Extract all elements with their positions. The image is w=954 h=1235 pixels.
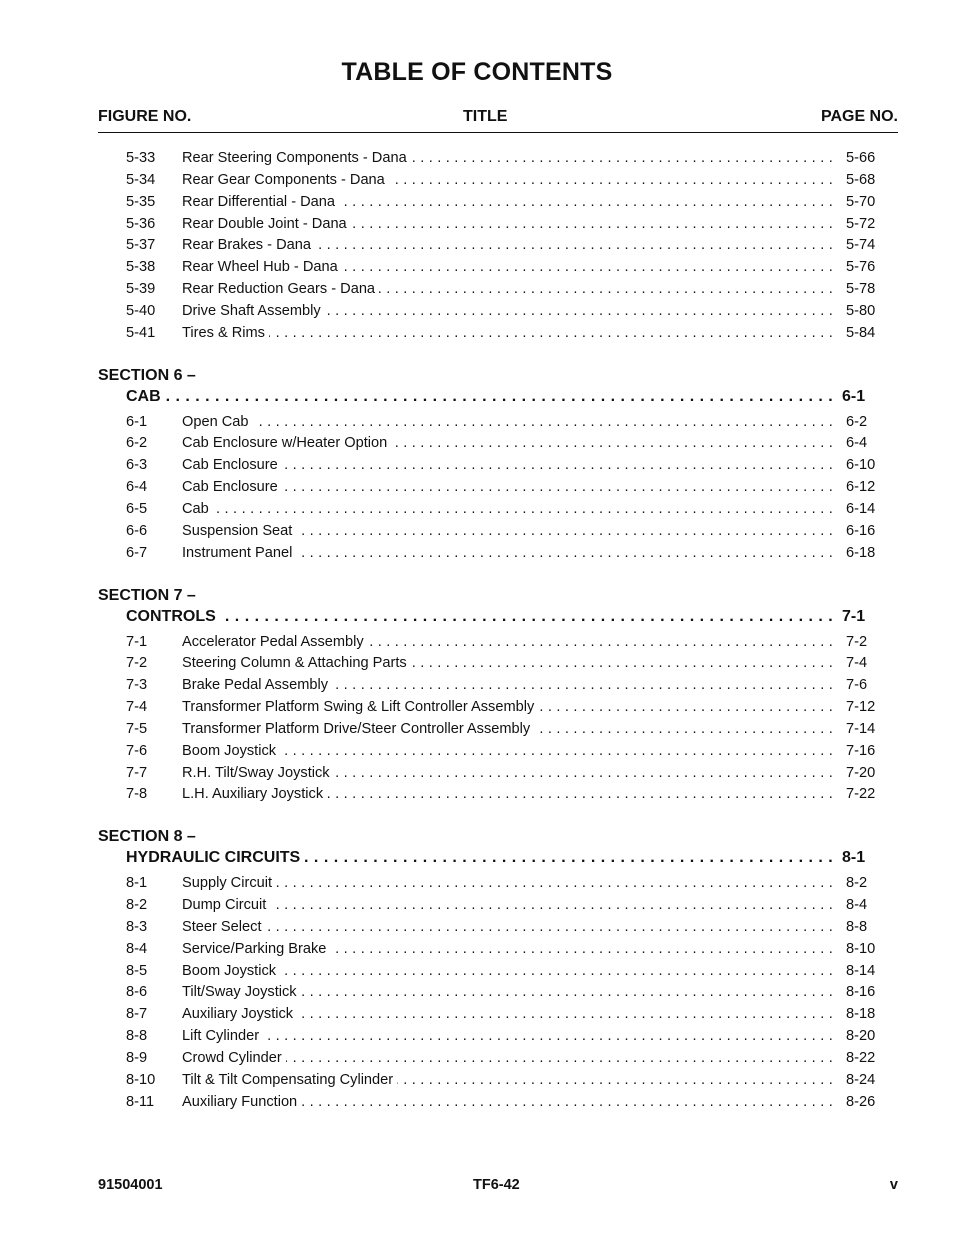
toc-entry[interactable] <box>0 1004 954 1026</box>
section-title-row[interactable] <box>0 386 954 408</box>
entry-title: Steer Select <box>182 919 266 935</box>
entry-title: Open Cab <box>182 414 253 430</box>
toc-entry[interactable] <box>0 1092 954 1114</box>
toc-entry[interactable] <box>0 895 954 917</box>
entry-title-leader <box>182 455 836 477</box>
entry-title-leader <box>182 1026 836 1048</box>
entry-title-leader <box>182 1048 836 1070</box>
figure-number: 5-36 <box>126 215 156 232</box>
figure-number: 5-34 <box>126 171 156 188</box>
entry-title-leader <box>182 1070 836 1092</box>
figure-number: 7-6 <box>126 742 148 759</box>
toc-list <box>0 148 954 1135</box>
entry-title-leader <box>182 895 836 917</box>
toc-entry[interactable] <box>0 543 954 565</box>
toc-entry[interactable] <box>0 763 954 785</box>
figure-number: 5-35 <box>126 193 156 210</box>
entry-title-leader <box>182 697 836 719</box>
page-number: 7-16 <box>846 742 876 759</box>
section-heading <box>0 586 954 606</box>
page-number: 8-8 <box>846 918 868 935</box>
entry-title-leader <box>182 543 836 565</box>
figure-number: 6-2 <box>126 435 148 452</box>
entry-title: Transformer Platform Swing & Lift Controller Assembly <box>182 699 538 715</box>
entry-title-leader <box>182 982 836 1004</box>
toc-entry[interactable] <box>0 784 954 806</box>
toc-entry[interactable] <box>0 521 954 543</box>
toc-entry[interactable] <box>0 939 954 961</box>
section-label: SECTION 8 – <box>98 828 196 846</box>
section-heading <box>0 366 954 386</box>
entry-title-leader <box>182 301 836 323</box>
entry-title: Lift Cylinder <box>182 1028 263 1044</box>
title-header: TITLE <box>463 108 508 125</box>
toc-entry[interactable] <box>0 1048 954 1070</box>
toc-entry[interactable] <box>0 235 954 257</box>
section-title-leader <box>126 386 836 408</box>
toc-entry[interactable] <box>0 477 954 499</box>
page-number: 5-80 <box>846 302 876 319</box>
page-number: 6-16 <box>846 522 876 539</box>
toc-group <box>0 366 954 565</box>
entry-title-leader <box>182 412 836 434</box>
figure-number: 7-7 <box>126 764 148 781</box>
toc-entry[interactable] <box>0 719 954 741</box>
entry-title: Rear Steering Components - Dana <box>182 150 411 166</box>
toc-entry[interactable] <box>0 1026 954 1048</box>
entry-title: Tilt & Tilt Compensating Cylinder <box>182 1072 397 1088</box>
entry-title-leader <box>182 499 836 521</box>
toc-group <box>0 586 954 807</box>
page-number: 7-6 <box>846 677 868 694</box>
entry-title: R.H. Tilt/Sway Joystick <box>182 765 334 781</box>
section-label: SECTION 6 – <box>98 366 196 384</box>
entry-title-leader <box>182 279 836 301</box>
page-number: 6-12 <box>846 479 876 496</box>
entry-title: Steering Column & Attaching Parts <box>182 655 411 671</box>
toc-entry[interactable] <box>0 1070 954 1092</box>
figure-number: 7-1 <box>126 633 148 650</box>
section-title-leader <box>126 606 836 628</box>
footer-page-number: v <box>889 1177 898 1193</box>
section-label: SECTION 7 – <box>98 586 196 604</box>
entry-title: Rear Brakes - Dana <box>182 237 315 253</box>
entry-title-leader <box>182 873 836 895</box>
page-number: 5-72 <box>846 215 876 232</box>
figure-number: 7-3 <box>126 677 148 694</box>
toc-entry[interactable] <box>0 632 954 654</box>
entry-title-leader <box>182 521 836 543</box>
toc-entry[interactable] <box>0 873 954 895</box>
entry-title: L.H. Auxiliary Joystick <box>182 786 327 802</box>
entry-title-leader <box>182 917 836 939</box>
page-footer <box>98 1177 898 1195</box>
entry-title: Rear Reduction Gears - Dana <box>182 281 379 297</box>
page-number: 5-76 <box>846 259 876 276</box>
toc-entry[interactable] <box>0 499 954 521</box>
toc-entry[interactable] <box>0 301 954 323</box>
toc-entry[interactable] <box>0 653 954 675</box>
entry-title-leader <box>182 653 836 675</box>
entry-title: Transformer Platform Drive/Steer Controller Assembly <box>182 721 534 737</box>
figure-number: 6-5 <box>126 500 148 517</box>
entry-title: Tires & Rims <box>182 325 269 341</box>
entry-title-leader <box>182 632 836 654</box>
section-page: 7-1 <box>842 607 866 625</box>
page-number: 8-18 <box>846 1006 876 1023</box>
toc-entry[interactable] <box>0 697 954 719</box>
page-number: 7-2 <box>846 633 868 650</box>
toc-entry[interactable] <box>0 433 954 455</box>
entry-title: Rear Wheel Hub - Dana <box>182 259 342 275</box>
page-number: 6-10 <box>846 457 876 474</box>
section-page: 6-1 <box>842 387 866 405</box>
entry-title-leader <box>182 1092 836 1114</box>
page-number: 7-14 <box>846 720 876 737</box>
entry-title-leader <box>182 719 836 741</box>
figure-number: 5-37 <box>126 237 156 254</box>
section-heading <box>0 827 954 847</box>
entry-title: Crowd Cylinder <box>182 1050 286 1066</box>
page-number: 7-20 <box>846 764 876 781</box>
page-number: 8-4 <box>846 897 868 914</box>
figure-number: 8-1 <box>126 875 148 892</box>
figure-number: 6-1 <box>126 413 148 430</box>
toc-entry[interactable] <box>0 675 954 697</box>
entry-title: Auxiliary Function <box>182 1094 301 1110</box>
page-number: 6-18 <box>846 544 876 561</box>
page-number: 6-4 <box>846 435 868 452</box>
entry-title: Instrument Panel <box>182 545 296 561</box>
page-number: 5-84 <box>846 324 876 341</box>
entry-title-leader <box>182 192 836 214</box>
entry-title: Cab Enclosure w/Heater Option <box>182 435 391 451</box>
figure-number: 8-11 <box>126 1093 155 1110</box>
figure-number: 8-2 <box>126 897 148 914</box>
toc-entry[interactable] <box>0 323 954 345</box>
toc-entry[interactable] <box>0 917 954 939</box>
section-title-row[interactable] <box>0 847 954 869</box>
footer-model: TF6-42 <box>473 1177 520 1193</box>
toc-entry[interactable] <box>0 982 954 1004</box>
figure-number: 6-4 <box>126 479 148 496</box>
page-number: 7-22 <box>846 786 876 803</box>
page-number: 8-16 <box>846 984 876 1001</box>
toc-entry[interactable] <box>0 741 954 763</box>
toc-entry[interactable] <box>0 961 954 983</box>
figure-number: 8-8 <box>126 1028 148 1045</box>
figure-number: 7-5 <box>126 720 148 737</box>
page-number: 5-74 <box>846 237 876 254</box>
figure-number: 5-40 <box>126 302 156 319</box>
toc-entry[interactable] <box>0 170 954 192</box>
figure-number: 6-6 <box>126 522 148 539</box>
entry-title-leader <box>182 939 836 961</box>
entry-title: Accelerator Pedal Assembly <box>182 634 368 650</box>
page-number: 8-2 <box>846 875 868 892</box>
page-number: 8-22 <box>846 1050 876 1066</box>
page-number: 8-24 <box>846 1071 876 1088</box>
page-number: 8-10 <box>846 940 876 957</box>
entry-title-leader <box>182 214 836 236</box>
figure-no-header: FIGURE NO. <box>98 108 192 125</box>
page-number: 8-20 <box>846 1028 876 1045</box>
page-number: 6-2 <box>846 413 868 430</box>
entry-title: Drive Shaft Assembly <box>182 303 325 319</box>
figure-number: 8-5 <box>126 962 148 979</box>
entry-title: Rear Double Joint - Dana <box>182 216 351 232</box>
entry-title-leader <box>182 784 836 806</box>
entry-title: Boom Joystick <box>182 963 280 979</box>
entry-title: Cab Enclosure <box>182 457 282 473</box>
toc-group <box>0 827 954 1113</box>
footer-doc-number: 91504001 <box>98 1177 163 1193</box>
figure-number: 8-6 <box>126 984 148 1001</box>
page-number: 7-4 <box>846 655 868 672</box>
column-header-row <box>98 108 898 128</box>
entry-title-leader <box>182 477 836 499</box>
figure-number: 5-38 <box>126 259 156 276</box>
figure-number: 7-2 <box>126 655 148 672</box>
entry-title: Boom Joystick <box>182 743 280 759</box>
toc-entry[interactable] <box>0 257 954 279</box>
figure-number: 5-39 <box>126 281 156 298</box>
section-title-row[interactable] <box>0 606 954 628</box>
page-number: 5-78 <box>846 281 876 298</box>
entry-title: Auxiliary Joystick <box>182 1006 297 1022</box>
figure-number: 6-7 <box>126 544 148 561</box>
figure-number: 8-4 <box>126 940 148 957</box>
toc-entry[interactable] <box>0 148 954 170</box>
figure-number: 8-7 <box>126 1006 148 1023</box>
figure-number: 5-33 <box>126 150 156 166</box>
section-title: CAB <box>126 388 166 405</box>
page-number: 8-26 <box>846 1093 876 1110</box>
figure-number: 6-3 <box>126 457 148 474</box>
entry-title-leader <box>182 961 836 983</box>
entry-title-leader <box>182 741 836 763</box>
section-title: HYDRAULIC CIRCUITS <box>126 849 305 866</box>
entry-title: Cab Enclosure <box>182 479 282 495</box>
page-number: 8-14 <box>846 962 876 979</box>
page-number: 7-12 <box>846 699 876 716</box>
entry-title-leader <box>182 1004 836 1026</box>
entry-title-leader <box>182 323 836 345</box>
header-divider <box>98 132 898 133</box>
page-no-header: PAGE NO. <box>820 108 898 125</box>
entry-title-leader <box>182 257 836 279</box>
figure-number: 8-9 <box>126 1050 148 1066</box>
entry-title-leader <box>182 763 836 785</box>
entry-title: Cab <box>182 501 213 517</box>
page-title: TABLE OF CONTENTS <box>341 58 613 86</box>
page-number: 5-66 <box>846 150 876 166</box>
figure-number: 5-41 <box>126 324 156 341</box>
entry-title-leader <box>182 148 836 170</box>
entry-title: Rear Differential - Dana <box>182 194 339 210</box>
figure-number: 8-10 <box>126 1071 156 1088</box>
entry-title-leader <box>182 433 836 455</box>
entry-title-leader <box>182 675 836 697</box>
entry-title-leader <box>182 170 836 192</box>
toc-entry[interactable] <box>0 455 954 477</box>
section-page: 8-1 <box>842 849 866 867</box>
page-number: 5-68 <box>846 171 876 188</box>
toc-entry[interactable] <box>0 412 954 434</box>
figure-number: 7-4 <box>126 699 148 716</box>
toc-entry[interactable] <box>0 192 954 214</box>
toc-entry[interactable] <box>0 214 954 236</box>
entry-title: Suspension Seat <box>182 523 296 539</box>
toc-group <box>0 148 954 345</box>
entry-title: Supply Circuit <box>182 875 276 891</box>
figure-number: 8-3 <box>126 918 148 935</box>
entry-title: Dump Circuit <box>182 897 270 913</box>
entry-title: Service/Parking Brake <box>182 941 330 957</box>
section-title: CONTROLS <box>126 608 221 625</box>
entry-title: Rear Gear Components - Dana <box>182 172 389 188</box>
figure-number: 7-8 <box>126 786 148 803</box>
entry-title: Brake Pedal Assembly <box>182 677 332 693</box>
toc-entry[interactable] <box>0 279 954 301</box>
page-number: 6-14 <box>846 500 876 517</box>
section-title-leader <box>126 847 836 869</box>
entry-title-leader <box>182 235 836 257</box>
entry-title: Tilt/Sway Joystick <box>182 984 301 1000</box>
page-number: 5-70 <box>846 193 876 210</box>
